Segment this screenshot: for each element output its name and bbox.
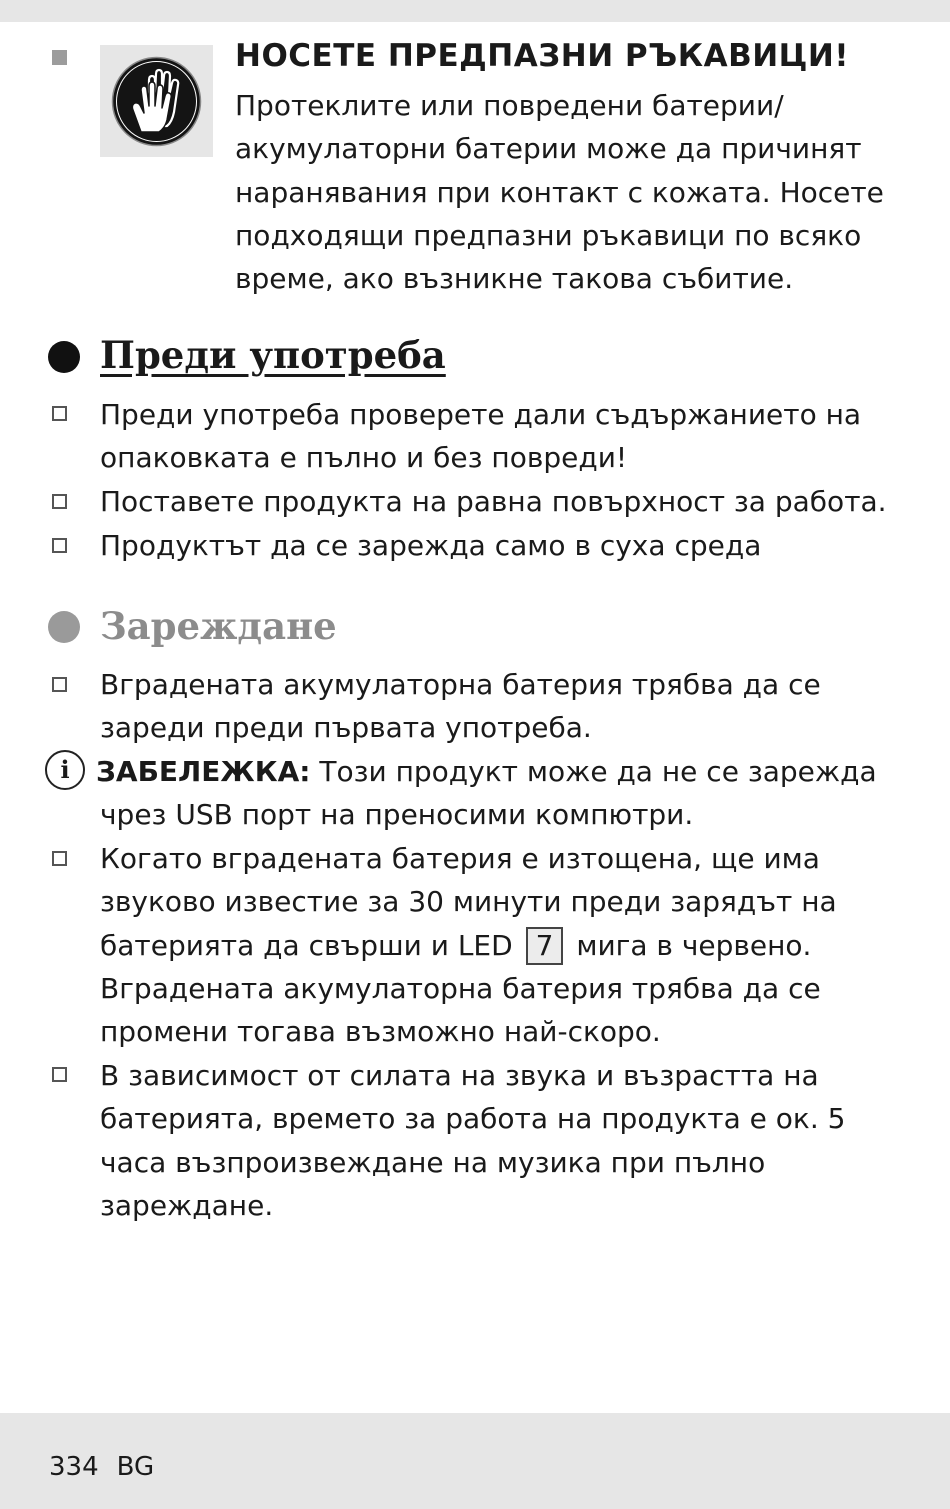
charging-item-2-text-a: Когато вградената батерия е изтощена, ще има звуково известие за 30 минути преди зарядът на батерията да свърши и LED: [100, 842, 837, 962]
before-use-item-3: Продуктът да се зарежда само в суха среда: [100, 529, 762, 562]
gloves-warning-icon: [100, 45, 213, 157]
note-text: Този продукт може да не се зарежда чрез USB порт на преносими компютри.: [100, 755, 877, 832]
checkbox-bullet: [52, 851, 67, 866]
checkbox-bullet: [52, 677, 67, 692]
charging-item-2: [100, 837, 900, 1053]
led-reference-box: 7: [526, 927, 564, 965]
language-code: BG: [116, 1452, 155, 1482]
before-use-item-2: Поставете продукта на равна повърхност за работа.: [100, 485, 887, 518]
section-title-charging: Зареждане: [100, 604, 337, 648]
page-footer: [49, 1452, 172, 1482]
checkbox-bullet: [52, 406, 67, 421]
checkbox-bullet: [52, 538, 67, 553]
warning-title: НОСЕТЕ ПРЕДПАЗНИ РЪКАВИЦИ!: [235, 38, 850, 74]
warning-body: Протеклите или повредени батерии/ акумулаторни батерии може да причинят наранявания при контакт с кожата. Носете подходящи предпазни ръкавици по всяко време, ако възникне такова събитие.: [235, 89, 884, 296]
charging-item-2-text-b: мига в червено. Вградената акумулаторна батерия трябва да се промени тогава възможно най-скоро.: [100, 928, 821, 1049]
section-title-before-use: Преди употреба: [100, 333, 446, 377]
section-bullet-dot: [48, 611, 80, 643]
checkbox-bullet: [52, 1067, 67, 1082]
note-label: ЗАБЕЛЕЖКА:: [96, 755, 311, 788]
page-number: 334: [49, 1452, 99, 1482]
charging-item-1: Вградената акумулаторна батерия трябва да се зареди преди първата употреба.: [100, 668, 821, 745]
square-bullet: [52, 50, 67, 65]
section-bullet-dot: [48, 341, 80, 373]
charging-note: [96, 750, 900, 837]
checkbox-bullet: [52, 494, 67, 509]
info-icon: i: [45, 750, 85, 790]
top-band: [0, 0, 950, 22]
charging-item-3: В зависимост от силата на звука и възрастта на батерията, времето за работа на продукта е ок. 5 часа възпроизвеждане на музика при пълно зареждане.: [100, 1059, 846, 1222]
before-use-item-1: Преди употреба проверете дали съдържанието на опаковката е пълно и без повреди!: [100, 398, 862, 475]
